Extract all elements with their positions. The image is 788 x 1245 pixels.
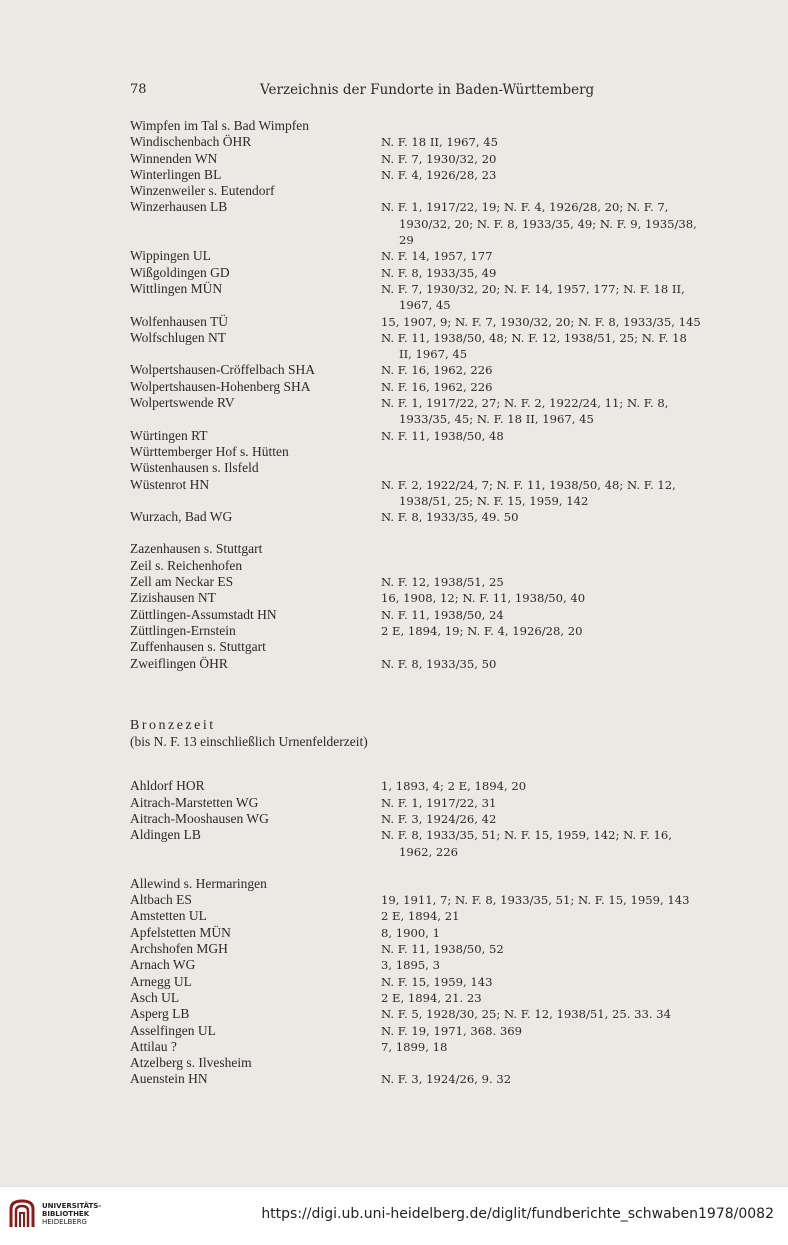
entry-place: Wolpertshausen-Hohenberg SHA <box>130 378 311 394</box>
entry-reference-line: N. F. 1, 1917/22, 19; N. F. 4, 1926/28, 20; N. F. 7, <box>381 200 669 215</box>
entry-row <box>130 1023 722 1039</box>
entry-reference-continuation: 1962, 226 <box>399 844 459 859</box>
library-name: UNIVERSITÄTS- BIBLIOTHEK HEIDELBERG <box>42 1202 102 1226</box>
entry-row <box>130 330 722 363</box>
entry-references <box>381 379 722 395</box>
entry-references <box>381 607 722 623</box>
entry-reference-line: 3, 1895, 3 <box>381 958 440 973</box>
entry-reference-line: N. F. 2, 1922/24, 7; N. F. 11, 1938/50, 48; N. F. 12, <box>381 477 676 492</box>
entry-place: Züttlingen-Assumstadt HN <box>130 606 277 622</box>
entry-references <box>381 248 722 264</box>
entry-place: Ahldorf HOR <box>130 778 205 794</box>
entry-references <box>381 795 722 811</box>
entry-references <box>381 199 722 248</box>
entry-references <box>381 990 722 1006</box>
entry-row <box>130 248 722 264</box>
entry-references <box>381 151 722 167</box>
entry-place: Wippingen UL <box>130 248 211 264</box>
entry-row <box>130 574 722 590</box>
entry-place: Württemberger Hof s. Hütten <box>130 443 289 459</box>
library-seal-icon <box>8 1197 36 1231</box>
entries-bronze-1 <box>130 778 722 859</box>
entry-place: Apfelstetten MÜN <box>130 924 231 940</box>
entry-reference-line: N. F. 11, 1938/50, 48; N. F. 12, 1938/51, 25; N. F. 18 <box>381 330 687 345</box>
entry-references <box>381 558 722 574</box>
entry-references <box>381 908 722 924</box>
entry-place: Arnach WG <box>130 957 196 973</box>
entry-references <box>381 395 722 428</box>
entry-place: Asselfingen UL <box>130 1022 216 1038</box>
section-title: Bronzezeit <box>130 717 216 733</box>
entry-references <box>381 623 722 639</box>
entry-references <box>381 1039 722 1055</box>
entry-references <box>381 265 722 281</box>
entry-references <box>381 314 722 330</box>
entry-references <box>381 460 722 476</box>
entry-row <box>130 811 722 827</box>
entry-place: Atzelberg s. Ilvesheim <box>130 1055 252 1071</box>
entry-row <box>130 827 722 860</box>
entry-reference-line: 16, 1908, 12; N. F. 11, 1938/50, 40 <box>381 591 586 606</box>
entry-row <box>130 590 722 606</box>
entry-reference-line: N. F. 11, 1938/50, 48 <box>381 428 504 443</box>
entry-references <box>381 811 722 827</box>
entry-place: Attilau ? <box>130 1038 177 1054</box>
entry-reference-line: 8, 1900, 1 <box>381 925 440 940</box>
entry-row <box>130 444 722 460</box>
entry-reference-line: N. F. 5, 1928/30, 25; N. F. 12, 1938/51, 25. 33. 34 <box>381 1007 672 1022</box>
entry-reference-line: N. F. 3, 1924/26, 42 <box>381 811 497 826</box>
entry-row <box>130 477 722 510</box>
library-logo[interactable] <box>8 1197 101 1231</box>
entry-reference-line: N. F. 8, 1933/35, 49. 50 <box>381 510 519 525</box>
entry-references <box>381 1006 722 1022</box>
entry-row <box>130 876 722 892</box>
entry-references <box>381 1071 722 1087</box>
entry-reference-line: N. F. 7, 1930/32, 20 <box>381 151 497 166</box>
entry-row <box>130 908 722 924</box>
entry-reference-line: N. F. 8, 1933/35, 50 <box>381 656 497 671</box>
entry-row <box>130 990 722 1006</box>
entry-references <box>381 925 722 941</box>
entries-z <box>130 541 722 671</box>
entry-place: Wimpfen im Tal s. Bad Wimpfen <box>130 118 309 133</box>
entry-reference-line: N. F. 14, 1957, 177 <box>381 249 493 264</box>
entry-place: Allewind s. Hermaringen <box>130 875 267 891</box>
entry-reference-line: 15, 1907, 9; N. F. 7, 1930/32, 20; N. F. 8, 1933/35, 145 <box>381 314 701 329</box>
entry-row <box>130 134 722 150</box>
entries-bronze-2 <box>130 876 722 1088</box>
entry-references <box>381 477 722 510</box>
entry-place: Altbach ES <box>130 892 192 908</box>
entry-reference-line: N. F. 16, 1962, 226 <box>381 379 493 394</box>
entry-place: Zuffenhausen s. Stuttgart <box>130 639 266 655</box>
entry-references <box>381 957 722 973</box>
entry-place: Wüstenrot HN <box>130 476 210 492</box>
entry-references <box>381 1023 722 1039</box>
entry-references <box>381 1055 722 1071</box>
entry-row <box>130 362 722 378</box>
entry-row <box>130 314 722 330</box>
entry-row <box>130 656 722 672</box>
entry-reference-line: N. F. 16, 1962, 226 <box>381 363 493 378</box>
entry-place: Wüstenhausen s. Ilsfeld <box>130 460 259 476</box>
entry-references <box>381 362 722 378</box>
entry-references <box>381 827 722 860</box>
entry-reference-line: N. F. 7, 1930/32, 20; N. F. 14, 1957, 177; N. F. 18 II, <box>381 281 685 296</box>
entry-place: Winterlingen BL <box>130 166 222 182</box>
entry-references <box>381 876 722 892</box>
entry-references <box>381 330 722 363</box>
entry-row <box>130 558 722 574</box>
entry-row <box>130 941 722 957</box>
entry-place: Wißgoldingen GD <box>130 264 230 280</box>
entry-row <box>130 1071 722 1087</box>
entry-reference-continuation: 1930/32, 20; N. F. 8, 1933/35, 49; N. F. 9, 1935/38, <box>399 216 697 231</box>
entry-reference-line: N. F. 15, 1959, 143 <box>381 974 493 989</box>
entry-reference-line: N. F. 8, 1933/35, 49 <box>381 265 497 280</box>
entry-reference-line: 2 E, 1894, 21. 23 <box>381 990 482 1005</box>
entry-reference-line: 7, 1899, 18 <box>381 1039 448 1054</box>
section-subtitle: (bis N. F. 13 einschließlich Urnenfelderzeit) <box>130 734 368 750</box>
entry-references <box>381 639 722 655</box>
entry-reference-line: 2 E, 1894, 19; N. F. 4, 1926/28, 20 <box>381 623 583 638</box>
entry-place: Winzenweiler s. Eutendorf <box>130 183 275 199</box>
entry-reference-line: N. F. 1, 1917/22, 27; N. F. 2, 1922/24, 11; N. F. 8, <box>381 396 669 411</box>
entry-references <box>381 656 722 672</box>
entry-place: Asch UL <box>130 989 180 1005</box>
entry-row <box>130 460 722 476</box>
entry-place: Aitrach-Mooshausen WG <box>130 810 269 826</box>
entry-row <box>130 118 722 134</box>
running-title: Verzeichnis der Fundorte in Baden-Württemberg <box>260 82 595 98</box>
entry-place: Zizishausen NT <box>130 590 216 606</box>
entry-place: Aldingen LB <box>130 827 201 843</box>
entry-row <box>130 183 722 199</box>
entry-row <box>130 957 722 973</box>
entry-place: Zell am Neckar ES <box>130 574 234 590</box>
entry-row <box>130 1006 722 1022</box>
source-url-link[interactable]: https://digi.ub.uni-heidelberg.de/diglit/fundberichte_schwaben1978/0082 <box>261 1206 774 1222</box>
entry-row <box>130 892 722 908</box>
entry-references <box>381 778 722 794</box>
entry-place: Winnenden WN <box>130 150 218 166</box>
entry-reference-line: N. F. 8, 1933/35, 51; N. F. 15, 1959, 142; N. F. 16, <box>381 828 672 843</box>
entry-references <box>381 183 722 199</box>
entry-row <box>130 778 722 794</box>
entry-row <box>130 1055 722 1071</box>
entry-references <box>381 892 722 908</box>
entry-place: Arnegg UL <box>130 973 192 989</box>
entry-place: Zweiflingen ÖHR <box>130 655 228 671</box>
entry-references <box>381 118 722 134</box>
entry-reference-line: N. F. 11, 1938/50, 52 <box>381 942 504 957</box>
footer-bar <box>0 1186 788 1245</box>
entry-reference-line: N. F. 11, 1938/50, 24 <box>381 607 504 622</box>
entry-place: Windischenbach ÖHR <box>130 134 252 150</box>
entry-reference-continuation: 1967, 45 <box>399 298 451 313</box>
entry-reference-continuation: 1938/51, 25; N. F. 15, 1959, 142 <box>399 493 589 508</box>
entry-reference-line: 19, 1911, 7; N. F. 8, 1933/35, 51; N. F. 15, 1959, 143 <box>381 893 690 908</box>
entry-row <box>130 199 722 248</box>
entry-place: Zazenhausen s. Stuttgart <box>130 541 263 557</box>
entry-reference-line: N. F. 18 II, 1967, 45 <box>381 135 498 150</box>
entry-place: Asperg LB <box>130 1006 190 1022</box>
entry-row <box>130 541 722 557</box>
entry-row <box>130 428 722 444</box>
entry-row <box>130 607 722 623</box>
entry-place: Amstetten UL <box>130 908 207 924</box>
entry-references <box>381 590 722 606</box>
entry-place: Wolfschlugen NT <box>130 329 227 345</box>
entry-reference-line: N. F. 12, 1938/51, 25 <box>381 575 504 590</box>
entry-row <box>130 639 722 655</box>
entry-place: Wurzach, Bad WG <box>130 509 233 525</box>
entries-w <box>130 118 722 525</box>
entry-place: Aitrach-Marstetten WG <box>130 794 259 810</box>
entry-references <box>381 941 722 957</box>
entry-reference-line: N. F. 3, 1924/26, 9. 32 <box>381 1072 512 1087</box>
entry-reference-line: N. F. 1, 1917/22, 31 <box>381 795 497 810</box>
entry-reference-continuation: II, 1967, 45 <box>399 347 468 362</box>
entry-place: Würtingen RT <box>130 427 208 443</box>
entry-reference-line: 1, 1893, 4; 2 E, 1894, 20 <box>381 779 527 794</box>
entry-references <box>381 444 722 460</box>
entry-place: Wolfenhausen TÜ <box>130 313 229 329</box>
entry-row <box>130 395 722 428</box>
entry-row <box>130 974 722 990</box>
entry-references <box>381 281 722 314</box>
entry-references <box>381 428 722 444</box>
entry-row <box>130 167 722 183</box>
entry-row <box>130 281 722 314</box>
entry-place: Winzerhausen LB <box>130 199 228 215</box>
entry-references <box>381 509 722 525</box>
entry-row <box>130 151 722 167</box>
entry-place: Wolpertswende RV <box>130 395 235 411</box>
entry-place: Züttlingen-Ernstein <box>130 622 236 638</box>
entry-row <box>130 1039 722 1055</box>
entry-reference-line: 2 E, 1894, 21 <box>381 909 460 924</box>
entry-place: Archshofen MGH <box>130 941 228 957</box>
page-number: 78 <box>130 82 147 97</box>
entry-place: Wolpertshausen-Cröffelbach SHA <box>130 362 315 378</box>
entry-reference-continuation: 29 <box>399 233 414 248</box>
entry-list <box>130 118 722 1088</box>
entry-row <box>130 509 722 525</box>
entry-reference-line: N. F. 19, 1971, 368. 369 <box>381 1023 523 1038</box>
entry-row <box>130 795 722 811</box>
entry-row <box>130 379 722 395</box>
entry-references <box>381 541 722 557</box>
entry-row <box>130 265 722 281</box>
entry-references <box>381 974 722 990</box>
entry-place: Wittlingen MÜN <box>130 280 223 296</box>
entry-row <box>130 623 722 639</box>
entry-reference-line: N. F. 4, 1926/28, 23 <box>381 167 497 182</box>
entry-place: Auenstein HN <box>130 1071 208 1087</box>
entry-place: Zeil s. Reichenhofen <box>130 557 243 573</box>
entry-references <box>381 134 722 150</box>
entry-references <box>381 574 722 590</box>
entry-references <box>381 167 722 183</box>
entry-row <box>130 925 722 941</box>
entry-reference-continuation: 1933/35, 45; N. F. 18 II, 1967, 45 <box>399 412 594 427</box>
